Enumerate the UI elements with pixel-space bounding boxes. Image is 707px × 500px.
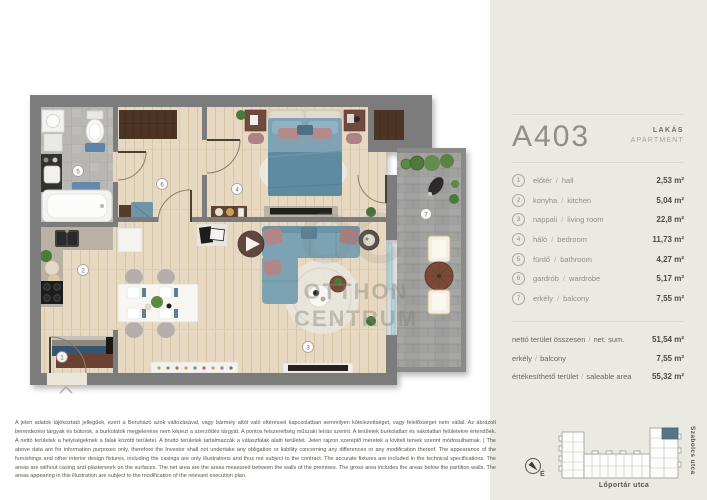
summary-row — [512, 330, 684, 349]
compass-icon — [523, 456, 549, 482]
unit-title-row — [512, 121, 684, 153]
summary-label: nettó terület összesen / net. sum. — [512, 334, 625, 344]
plan-badge-5 — [73, 166, 84, 177]
room-area: 2,53 m² — [656, 176, 684, 186]
play-button[interactable] — [238, 231, 264, 257]
room-number-badge: 6 — [512, 272, 525, 285]
unit-id: A403 — [512, 120, 591, 153]
room-name: előtér / hall — [533, 176, 574, 186]
photo-mat — [197, 224, 227, 246]
room-area: 5,17 m² — [656, 274, 684, 284]
svg-text:2: 2 — [81, 268, 85, 275]
balcony-chairs-table — [425, 236, 453, 314]
building-footprint — [556, 422, 688, 482]
nightstand-right — [344, 110, 365, 144]
room-name: konyha / kitchen — [533, 195, 592, 205]
room-name: nappali / living room — [533, 215, 604, 225]
divider — [512, 321, 684, 322]
room-number-badge: 3 — [512, 213, 525, 226]
room-row — [512, 171, 684, 191]
watermark — [294, 199, 418, 331]
room-area: 5,04 m² — [656, 195, 684, 205]
summary-value: 7,55 m² — [656, 353, 684, 363]
summary-row — [512, 368, 684, 387]
room-row — [512, 249, 684, 269]
svg-text:5: 5 — [76, 169, 80, 176]
unit-type-en: APARTMENT — [630, 137, 684, 144]
plan-badge-2 — [78, 265, 89, 276]
bathroom-vanity — [40, 154, 62, 192]
room-number-badge: 1 — [512, 174, 525, 187]
plan-badge-4 — [232, 184, 243, 195]
kitchen-cabinet — [118, 228, 142, 252]
room-row — [512, 191, 684, 211]
plan-badge-3 — [303, 342, 314, 353]
entrance-chevron-icon — [60, 387, 72, 393]
floorplan-image — [20, 85, 490, 400]
room-row — [512, 230, 684, 250]
summary-row — [512, 349, 684, 368]
info-panel — [490, 0, 707, 500]
summary-value: 51,54 m² — [651, 334, 684, 344]
plan-badge-1 — [57, 352, 68, 363]
svg-text:3: 3 — [306, 345, 310, 352]
divider — [512, 162, 684, 163]
watermark-text-1: OTTHON — [303, 279, 409, 304]
entrance-threshold — [47, 373, 87, 385]
street-label-right: Szabolcs utca — [689, 426, 696, 475]
room-row — [512, 210, 684, 230]
svg-text:6: 6 — [160, 182, 164, 189]
corner-closet — [374, 110, 404, 140]
room-row — [512, 269, 684, 289]
summary-value: 55,32 m² — [651, 372, 684, 382]
low-shelf — [151, 362, 238, 373]
summary-label: értékesíthető terület / saleable area — [512, 372, 632, 382]
room-area: 4,27 m² — [656, 254, 684, 264]
bathtub — [42, 190, 112, 222]
floorplan-svg — [20, 85, 490, 400]
svg-text:1: 1 — [60, 355, 64, 362]
washing-machine — [42, 110, 64, 151]
site-map — [490, 420, 707, 500]
room-list — [512, 171, 684, 308]
room-name: erkély / balcony — [533, 293, 589, 303]
divider — [512, 114, 684, 115]
bedroom-shelf — [211, 206, 247, 218]
room-number-badge: 2 — [512, 194, 525, 207]
room-area: 7,55 m² — [656, 293, 684, 303]
plan-badge-6 — [157, 179, 168, 190]
compass-label: É — [540, 471, 545, 478]
area-summary — [512, 330, 684, 386]
svg-text:7: 7 — [424, 212, 428, 219]
wardrobe-cabinet — [119, 110, 177, 139]
room-name: fürdő / bathroom — [533, 254, 592, 264]
room-name: gardrób / wardrobe — [533, 274, 601, 284]
bed — [266, 109, 344, 196]
svg-text:4: 4 — [235, 187, 239, 194]
disclaimer-text: A jelen adatok tájékoztató jellegűek, ezért a Beruházó azok változásával, vagy bármely attól való eltéréssel kapcsolatban semmilyen kötelezettséget, vagy felelősséget nem vállal. Az ábrázolt berendezési tárgyak és bútorok, a burkolatok megjelenése nem képezi a szerződés tárgyát. A pontos felszereltség műszaki leírás szerint. A területek burkolatlan és vakolatlan felületekre értendőek. A nettó területek a helyiségeknek a falak közötti területei. A bruttó területek tartalmazzák a válaszfalak alatti területet. Jelen rajzon szereplő méretek a kiviteli tervek szerint módosulhatnak. | The above data are for information purposes only, therefore the Investor shall not undertake any obligation or liability concerning any differences or any modification thereof. The appearance of the furnishings and other interior design fixtures, including the casings are only illustrations and thus not subject to the contract. The accurate fixtures are included in the technical specifications. The areas are without casing and plasterwork on the surfaces. The net area are the areas measured between the walls of the premises. The gross area includes the areas below the partition walls. The areas appearing in this illustration are subject to the modification of the relevant execution plan. — [15, 420, 496, 480]
room-name: háló / bedroom — [533, 235, 587, 245]
watermark-text-2: CENTRUM — [294, 306, 418, 331]
living-tv-console — [283, 363, 353, 373]
room-number-badge: 7 — [512, 292, 525, 305]
highlighted-unit — [662, 428, 678, 439]
room-number-badge: 5 — [512, 253, 525, 266]
unit-type — [631, 127, 684, 144]
street-label-bottom: Lőportár utca — [598, 482, 650, 489]
unit-type-hu: LAKÁS — [652, 127, 684, 134]
plan-badge-7 — [421, 209, 432, 220]
room-area: 22,8 m² — [656, 215, 684, 225]
room-area: 11,73 m² — [652, 235, 684, 245]
watermark-logo: OC — [299, 199, 401, 279]
room-row — [512, 289, 684, 309]
toilet — [85, 111, 105, 152]
room-number-badge: 4 — [512, 233, 525, 246]
summary-label: erkély / balcony — [512, 353, 566, 363]
